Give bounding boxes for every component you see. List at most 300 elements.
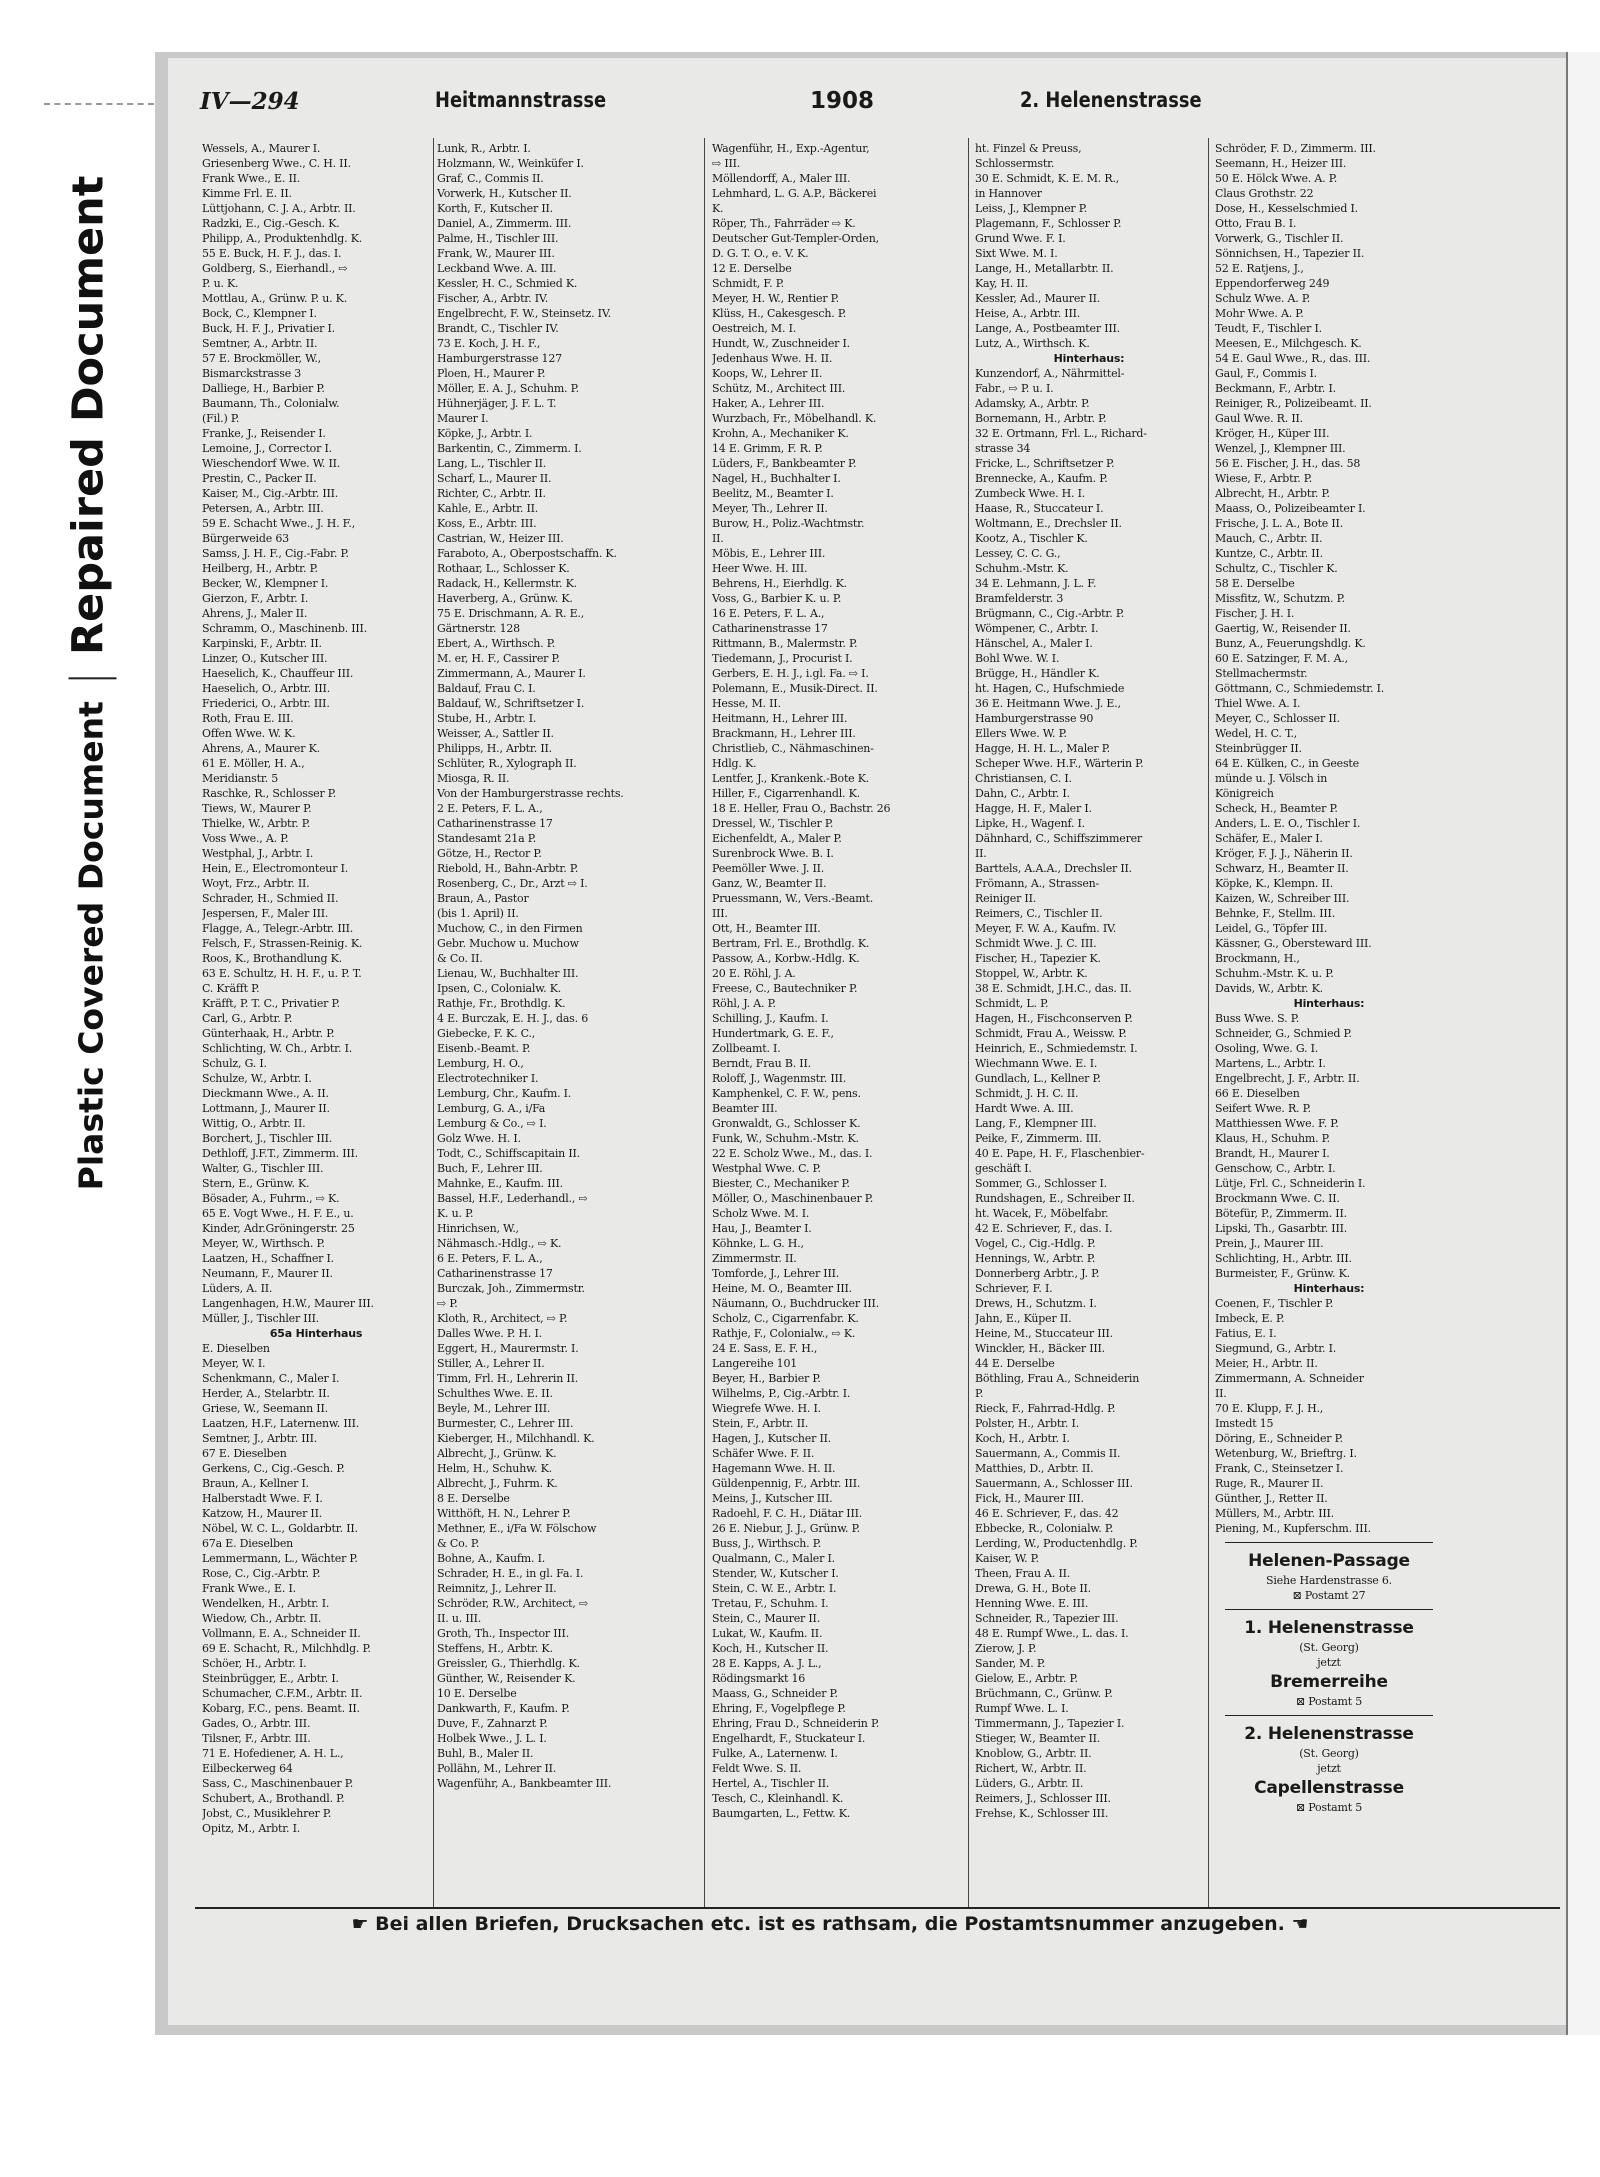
directory-entry: Behrens, H., Eierhdlg. K. [712, 577, 847, 590]
directory-entry: Leidel, G., Töpfer III. [1215, 922, 1328, 935]
directory-entry: Hamburgerstrasse 90 [975, 712, 1094, 725]
directory-entry: Dalliege, H., Barbier P. [202, 382, 325, 395]
directory-entry: Zimmermstr. II. [712, 1252, 797, 1265]
directory-entry: Barttels, A.A.A., Drechsler II. [975, 862, 1132, 875]
directory-entry: Methner, E., i/Fa W. Fölschow [437, 1522, 597, 1535]
directory-entry: Bunz, A., Feuerungshdlg. K. [1215, 637, 1366, 650]
bottom-rule [195, 1907, 1560, 1909]
directory-entry: Barkentin, C., Zimmerm. I. [437, 442, 582, 455]
directory-entry: 12 E. Derselbe [712, 262, 792, 275]
directory-entry: Adamsky, A., Arbtr. P. [975, 397, 1090, 410]
directory-entry: Kräfft, P. T. C., Privatier P. [202, 997, 340, 1010]
directory-entry: Korth, F., Kutscher II. [437, 202, 553, 215]
directory-entry: Kamphenkel, C. F. W., pens. [712, 1087, 861, 1100]
directory-entry: Meyer, W., Wirthsch. P. [202, 1237, 325, 1250]
directory-entry: Bürgerweide 63 [202, 532, 289, 545]
directory-entry: Stellmachermstr. [1215, 667, 1308, 680]
directory-entry: Dieckmann Wwe., A. II. [202, 1087, 329, 1100]
directory-entry: strasse 34 [975, 442, 1031, 455]
directory-entry: Opitz, M., Arbtr. I. [202, 1822, 301, 1835]
directory-entry: Buck, H. F. J., Privatier I. [202, 322, 335, 335]
directory-entry: Lüders, A. II. [202, 1282, 273, 1295]
directory-entry: Baumann, Th., Colonialw. [202, 397, 340, 410]
directory-entry: Griese, W., Seemann II. [202, 1402, 328, 1415]
directory-entry: Brügmann, C., Cig.-Arbtr. P. [975, 607, 1125, 620]
directory-entry: Frömann, A., Strassen- [975, 877, 1100, 890]
directory-entry: Sander, M. P. [975, 1657, 1046, 1670]
note-divider [1225, 1715, 1433, 1716]
directory-entry: 54 E. Gaul Wwe., R., das. III. [1215, 352, 1371, 365]
directory-entry: Reiniger II. [975, 892, 1037, 905]
directory-entry: Schneider, G., Schmied P. [1215, 1027, 1352, 1040]
directory-entry: Passow, A., Korbw.-Hdlg. K. [712, 952, 860, 965]
page-spine [1566, 52, 1600, 2035]
directory-entry: Ploen, H., Maurer P. [437, 367, 546, 380]
directory-entry: Helm, H., Schuhw. K. [437, 1462, 552, 1475]
directory-entry: Braun, A., Pastor [437, 892, 529, 905]
directory-entry: Kaizen, W., Schreiber III. [1215, 892, 1350, 905]
directory-entry: Kröger, H., Küper III. [1215, 427, 1330, 440]
directory-entry: Eggert, H., Maurermstr. I. [437, 1342, 579, 1355]
directory-entry: Lange, A., Postbeamter III. [975, 322, 1120, 335]
directory-entry: Tretau, F., Schuhm. I. [712, 1597, 829, 1610]
directory-entry: Schubert, A., Brothandl. P. [202, 1792, 345, 1805]
directory-entry: Catharinenstrasse 17 [437, 817, 553, 830]
directory-entry: Catharinenstrasse 17 [437, 1267, 553, 1280]
directory-entry: Deutscher Gut-Templer-Orden, [712, 232, 879, 245]
directory-entry: 66 E. Dieselben [1215, 1087, 1300, 1100]
directory-entry: P. u. K. [202, 277, 239, 290]
directory-entry: Stieger, W., Beamter II. [975, 1732, 1101, 1745]
directory-entry: Bösader, A., Fuhrm., ⇨ K. [202, 1192, 340, 1205]
directory-entry: Riebold, H., Bahn-Arbtr. P. [437, 862, 579, 875]
directory-entry: Giebecke, F. K. C., [437, 1027, 536, 1040]
directory-entry: 57 E. Brockmöller, W., [202, 352, 321, 365]
directory-entry: Matthies, D., Arbtr. II. [975, 1462, 1094, 1475]
directory-entry: Surenbrock Wwe. B. I. [712, 847, 834, 860]
directory-entry: Lüders, F., Bankbeamter P. [712, 457, 857, 470]
directory-entry: Albrecht, J., Fuhrm. K. [437, 1477, 558, 1490]
directory-entry: ht. Hagen, C., Hufschmiede [975, 682, 1125, 695]
directory-entry: Berndt, Frau B. II. [712, 1057, 811, 1070]
directory-column-1 [202, 141, 430, 1916]
passage-postamt: ⊠ Postamt 27 [1292, 1589, 1366, 1602]
directory-entry: Brügge, H., Händler K. [975, 667, 1100, 680]
directory-entry: 26 E. Niebur, J. J., Grünw. P. [712, 1522, 860, 1535]
directory-entry: Vollmann, E. A., Schneider II. [202, 1627, 361, 1640]
directory-entry: Mottlau, A., Grünw. P. u. K. [202, 292, 347, 305]
directory-entry: Stube, H., Arbtr. I. [437, 712, 537, 725]
directory-entry: Heine, M., Stuccateur III. [975, 1327, 1113, 1340]
directory-entry: Buch, F., Lehrer III. [437, 1162, 543, 1175]
directory-entry: Burow, H., Poliz.-Wachtmstr. [712, 517, 865, 530]
helenenstrasse-1-title: 1. Helenenstrasse [1244, 1618, 1414, 1638]
directory-entry: Fischer, H., Tapezier K. [975, 952, 1101, 965]
directory-entry: Näumann, O., Buchdrucker III. [712, 1297, 879, 1310]
directory-entry: Davids, W., Arbtr. K. [1215, 982, 1323, 995]
directory-entry: 6 E. Peters, F. L. A., [437, 1252, 543, 1265]
directory-entry: Hein, E., Electromonteur I. [202, 862, 349, 875]
directory-entry: Gaertig, W., Reisender II. [1215, 622, 1351, 635]
directory-entry: Kinder, Adr.Gröningerstr. 25 [202, 1222, 355, 1235]
directory-entry: Albrecht, J., Grünw. K. [437, 1447, 557, 1460]
directory-entry: Lipski, Th., Gasarbtr. III. [1215, 1222, 1348, 1235]
directory-entry: geschäft I. [975, 1162, 1032, 1175]
directory-entry: Schlichting, W. Ch., Arbtr. I. [202, 1042, 353, 1055]
helenenstrasse-2-new-name: Capellenstrasse [1254, 1778, 1404, 1798]
directory-entry: Jespersen, F., Maler III. [202, 907, 329, 920]
directory-entry: Eichenfeldt, A., Maler P. [712, 832, 842, 845]
directory-entry: Krohn, A., Mechaniker K. [712, 427, 849, 440]
directory-entry: Burczak, Joh., Zimmermstr. [437, 1282, 585, 1295]
directory-entry: Semtner, J., Arbtr. III. [202, 1432, 318, 1445]
directory-entry: Fischer, J. H. I. [1215, 607, 1295, 620]
directory-entry: Theen, Frau A. II. [975, 1567, 1071, 1580]
directory-entry: Fulke, A., Laternenw. I. [712, 1747, 838, 1760]
helenenstrasse-1-new-name: Bremerreihe [1270, 1672, 1388, 1692]
directory-entry: Haverberg, A., Grünw. K. [437, 592, 573, 605]
directory-entry: Rumpf Wwe. L. I. [975, 1702, 1069, 1715]
directory-entry: Tilsner, F., Arbtr. III. [202, 1732, 311, 1745]
directory-entry: (Fil.) P. [202, 412, 240, 425]
directory-entry: ht. Wacek, F., Möbelfabr. [975, 1207, 1109, 1220]
directory-entry: Groth, Th., Inspector III. [437, 1627, 569, 1640]
directory-entry: Schäfer, E., Maler I. [1215, 832, 1323, 845]
directory-entry: Müllers, M., Arbtr. III. [1215, 1507, 1334, 1520]
directory-entry: Hänschel, A., Maler I. [975, 637, 1093, 650]
directory-entry: Leiss, J., Klempner P. [975, 202, 1087, 215]
directory-entry: Wurzbach, Fr., Möbelhandl. K. [712, 412, 877, 425]
directory-entry: 38 E. Schmidt, J.H.C., das. II. [975, 982, 1132, 995]
directory-entry: Hertel, A., Tischler II. [712, 1777, 830, 1790]
directory-entry: E. Dieselben [202, 1342, 270, 1355]
directory-entry: Timm, Frl. H., Lehrerin II. [437, 1372, 579, 1385]
directory-entry: Lottmann, J., Maurer II. [202, 1102, 330, 1115]
directory-entry: Ebert, A., Wirthsch. P. [437, 637, 556, 650]
directory-entry: Becker, W., Klempner I. [202, 577, 329, 590]
directory-entry: Teudt, F., Tischler I. [1215, 322, 1322, 335]
directory-entry: Friederici, O., Arbtr. III. [202, 697, 330, 710]
directory-entry: 28 E. Kapps, A. J. L., [712, 1657, 822, 1670]
directory-entry: Schütz, M., Architect III. [712, 382, 846, 395]
helenenstrasse-2-jetzt: jetzt [1317, 1762, 1341, 1775]
directory-entry: Götze, H., Rector P. [437, 847, 542, 860]
directory-entry: Schulze, W., Arbtr. I. [202, 1072, 312, 1085]
directory-entry: K. u. P. [437, 1207, 474, 1220]
directory-entry: Steinbrügger II. [1215, 742, 1302, 755]
side-label [40, 128, 140, 1238]
helenenstrasse-2-postamt: ⊠ Postamt 5 [1295, 1801, 1363, 1814]
directory-entry: Woltmann, E., Drechsler II. [975, 517, 1122, 530]
directory-entry: Katzow, H., Maurer II. [202, 1507, 323, 1520]
directory-entry: Tesch, C., Kleinhandl. K. [712, 1792, 844, 1805]
directory-entry: Nähmasch.-Hdlg., ⇨ K. [437, 1237, 562, 1250]
directory-entry: & Co. II. [437, 952, 483, 965]
directory-entry: Meesen, E., Milchgesch. K. [1215, 337, 1362, 350]
directory-entry: Griesenberg Wwe., C. H. II. [202, 157, 351, 170]
directory-entry: Möllendorff, A., Maler III. [712, 172, 851, 185]
directory-entry: Todt, C., Schiffscapitain II. [437, 1147, 580, 1160]
directory-entry: Seifert Wwe. R. P. [1215, 1102, 1311, 1115]
directory-entry: D. G. T. O., e. V. K. [712, 247, 809, 260]
directory-entry: Zollbeamt. I. [712, 1042, 781, 1055]
directory-entry: Genschow, C., Arbtr. I. [1215, 1162, 1336, 1175]
directory-entry: Winckler, H., Bäcker III. [975, 1342, 1105, 1355]
directory-entry: Heitmann, H., Lehrer III. [712, 712, 848, 725]
directory-entry: Frank, W., Maurer III. [437, 247, 555, 260]
directory-entry: Roloff, J., Wagenmstr. III. [712, 1072, 847, 1085]
directory-entry: Frank Wwe., E. II. [202, 172, 301, 185]
directory-entry: Vorwerk, H., Kutscher II. [437, 187, 572, 200]
directory-entry: Hagen, J., Kutscher II. [712, 1432, 832, 1445]
directory-entry: Kuntze, C., Arbtr. II. [1215, 547, 1323, 560]
directory-entry: Gierzon, F., Arbtr. I. [202, 592, 309, 605]
directory-entry: Woyt, Frz., Arbtr. II. [202, 877, 310, 890]
directory-entry: Richter, C., Arbtr. II. [437, 487, 546, 500]
directory-entry: Baumgarten, L., Fettw. K. [712, 1807, 851, 1820]
directory-entry: Buss Wwe. S. P. [1215, 1012, 1299, 1025]
directory-entry: Schmidt, Frau A., Weissw. P. [975, 1027, 1127, 1040]
directory-entry: 10 E. Derselbe [437, 1687, 517, 1700]
directory-entry: Radzki, E., Cig.-Gesch. K. [202, 217, 340, 230]
directory-entry: Neumann, F., Maurer II. [202, 1267, 333, 1280]
directory-entry: 60 E. Satzinger, F. M. A., [1215, 652, 1348, 665]
directory-entry: Scheck, H., Beamter P. [1215, 802, 1338, 815]
directory-entry: Beelitz, M., Beamter I. [712, 487, 834, 500]
label-separator [69, 677, 117, 679]
directory-entry: Königreich [1215, 787, 1274, 800]
directory-entry: Schlüter, R., Xylograph II. [437, 757, 577, 770]
directory-entry: Kieberger, H., Milchhandl. K. [437, 1432, 595, 1445]
directory-entry: Hiller, F., Cigarrenhandl. K. [712, 787, 860, 800]
directory-entry: Schmidt, L. P. [975, 997, 1049, 1010]
directory-entry: 18 E. Heller, Frau O., Bachstr. 26 [712, 802, 891, 815]
directory-entry: Ellers Wwe. W. P. [975, 727, 1067, 740]
directory-entry: Roth, Frau E. III. [202, 712, 294, 725]
directory-entry: Langenhagen, H.W., Maurer III. [202, 1297, 374, 1310]
directory-entry: Haker, A., Lehrer III. [712, 397, 825, 410]
directory-entry: Polster, H., Arbtr. I. [975, 1417, 1079, 1430]
directory-entry: Meyer, F. W. A., Kaufm. IV. [975, 922, 1117, 935]
directory-entry: Graf, C., Commis II. [437, 172, 544, 185]
directory-entry: Semtner, A., Arbtr. II. [202, 337, 318, 350]
directory-entry: Schultz, C., Tischler K. [1215, 562, 1338, 575]
directory-entry: Anders, L. E. O., Tischler I. [1215, 817, 1361, 830]
directory-entry: Laatzen, H.F., Laternenw. III. [202, 1417, 360, 1430]
directory-entry: Lentfer, J., Krankenk.-Bote K. [712, 772, 870, 785]
directory-entry: Baldauf, W., Schriftsetzer I. [437, 697, 585, 710]
directory-entry: 75 E. Drischmann, A. R. E., [437, 607, 584, 620]
directory-entry: Samss, J. H. F., Cig.-Fabr. P. [202, 547, 349, 560]
directory-entry: Koch, H., Arbtr. I. [975, 1432, 1070, 1445]
directory-entry: Halberstadt Wwe. F. I. [202, 1492, 323, 1505]
directory-entry: Tiews, W., Maurer P. [202, 802, 312, 815]
directory-entry: Schneider, R., Tapezier III. [975, 1612, 1119, 1625]
directory-entry: Catharinenstrasse 17 [712, 622, 828, 635]
directory-entry: Scharf, L., Maurer II. [437, 472, 552, 485]
directory-entry: Steinbrügger, E., Arbtr. I. [202, 1672, 339, 1685]
directory-entry: 67 E. Dieselben [202, 1447, 287, 1460]
directory-entry: Kahle, E., Arbtr. II. [437, 502, 539, 515]
directory-entry: Hdlg. K. [712, 757, 757, 770]
directory-entry: Gades, O., Arbtr. III. [202, 1717, 311, 1730]
directory-entry: Hagen, H., Fischconserven P. [975, 1012, 1133, 1025]
directory-entry: Offen Wwe. W. K. [202, 727, 296, 740]
directory-entry: Voss, G., Barbier K. u. P. [712, 592, 842, 605]
directory-entry: Claus Grothstr. 22 [1215, 187, 1314, 200]
directory-entry: Funk, W., Schuhm.-Mstr. K. [712, 1132, 859, 1145]
directory-entry: Lütje, Frl. C., Schneiderin I. [1215, 1177, 1366, 1190]
directory-entry: Göttmann, C., Schmiedemstr. I. [1215, 682, 1385, 695]
directory-entry: Zimmermann, A., Maurer I. [437, 667, 586, 680]
directory-entry: Hennings, W., Arbtr. P. [975, 1252, 1096, 1265]
directory-entry: Heinrich, E., Schmiedemstr. I. [975, 1042, 1138, 1055]
directory-entry: Oestreich, M. I. [712, 322, 797, 335]
directory-entry: Bismarckstrasse 3 [202, 367, 302, 380]
directory-entry: Stoppel, W., Arbtr. K. [975, 967, 1088, 980]
directory-entry: Henning Wwe. E. III. [975, 1597, 1089, 1610]
directory-entry: Duve, F., Zahnarzt P. [437, 1717, 548, 1730]
directory-entry: Pruessmann, W., Vers.-Beamt. [712, 892, 874, 905]
directory-entry: Lemmermann, L., Wächter P. [202, 1552, 358, 1565]
directory-entry: 67a E. Dieselben [202, 1537, 294, 1550]
directory-entry: Kessler, H. C., Schmied K. [437, 277, 578, 290]
directory-entry: Herder, A., Stelarbtr. II. [202, 1387, 330, 1400]
directory-entry: Wiese, F., Arbtr. P. [1215, 472, 1313, 485]
directory-entry: Sass, C., Maschinenbauer P. [202, 1777, 354, 1790]
directory-entry: Schuhm.-Mstr. K. [975, 562, 1069, 575]
directory-entry: Hagge, H. H. L., Maler P. [975, 742, 1110, 755]
directory-entry: Fricke, L., Schriftsetzer P. [975, 457, 1115, 470]
directory-entry: Lutz, A., Wirthsch. K. [975, 337, 1090, 350]
directory-entry: Wieschendorf Wwe. W. II. [202, 457, 341, 470]
directory-entry: Schilling, J., Kaufm. I. [712, 1012, 829, 1025]
directory-entry: Mohr Wwe. A. P. [1215, 307, 1304, 320]
directory-entry: Walter, G., Tischler III. [202, 1162, 324, 1175]
directory-entry: II. [975, 847, 987, 860]
directory-entry: Wenzel, J., Klempner III. [1215, 442, 1346, 455]
header-year: 1908 [810, 88, 875, 114]
passage-reference: Siehe Hardenstrasse 6. [1266, 1574, 1392, 1587]
directory-entry: Zumbeck Wwe. H. I. [975, 487, 1086, 500]
directory-entry: Dähnhard, C., Schiffszimmerer [975, 832, 1142, 845]
directory-entry: Stein, C., Maurer II. [712, 1612, 820, 1625]
directory-entry: Christiansen, C. I. [975, 772, 1072, 785]
directory-entry: Imbeck, E. P. [1215, 1312, 1285, 1325]
directory-entry: Schlossermstr. [975, 157, 1055, 170]
directory-entry: Bock, C., Klempner I. [202, 307, 317, 320]
directory-entry: Flagge, A., Telegr.-Arbtr. III. [202, 922, 354, 935]
directory-entry: Gundlach, L., Kellner P. [975, 1072, 1101, 1085]
directory-entry: Bassel, H.F., Lederhandl., ⇨ [437, 1192, 588, 1205]
directory-entry: Kootz, A., Tischler K. [975, 532, 1088, 545]
directory-entry: Pollähn, M., Lehrer II. [437, 1762, 557, 1775]
directory-entry: Kobarg, F.C., pens. Beamt. II. [202, 1702, 360, 1715]
directory-entry: Meridianstr. 5 [202, 772, 279, 785]
directory-entry: Schäfer Wwe. F. II. [712, 1447, 815, 1460]
directory-entry: Greissler, G., Thierhdlg. K. [437, 1657, 580, 1670]
directory-entry: P. [975, 1387, 984, 1400]
directory-entry: Martens, L., Arbtr. I. [1215, 1057, 1326, 1070]
directory-entry: Scholz Wwe. M. I. [712, 1207, 810, 1220]
directory-entry: Rosenberg, C., Dr., Arzt ⇨ I. [437, 877, 588, 890]
directory-entry: Ehring, Frau D., Schneiderin P. [712, 1717, 880, 1730]
dashed-line [44, 103, 154, 105]
directory-entry: Dalles Wwe. P. H. I. [437, 1327, 542, 1340]
directory-entry: Ebbecke, R., Colonialw. P. [975, 1522, 1114, 1535]
directory-entry: Drews, H., Schutzm. I. [975, 1297, 1097, 1310]
directory-entry: ht. Finzel & Preuss, [975, 142, 1082, 155]
directory-entry: Wendelken, H., Arbtr. I. [202, 1597, 330, 1610]
directory-entry: Maass, G., Schneider P. [712, 1687, 838, 1700]
directory-entry: Kröger, F. J. J., Näherin II. [1215, 847, 1353, 860]
directory-entry: Timmermann, J., Tapezier I. [975, 1717, 1125, 1730]
directory-entry: Hardt Wwe. A. III. [975, 1102, 1074, 1115]
directory-entry: M. er, H. F., Cassirer P. [437, 652, 560, 665]
directory-entry: Engelhardt, F., Stuckateur I. [712, 1732, 866, 1745]
directory-entry: III. [712, 907, 728, 920]
directory-entry: 32 E. Ortmann, Frl. L., Richard- [975, 427, 1147, 440]
directory-entry: Heilberg, H., Arbtr. P. [202, 562, 318, 575]
directory-entry: Electrotechniker I. [437, 1072, 539, 1085]
directory-entry: Steffens, H., Arbtr. K. [437, 1642, 553, 1655]
directory-entry: Weisser, A., Sattler II. [437, 727, 554, 740]
directory-entry: Braun, A., Kellner I. [202, 1477, 309, 1490]
directory-entry: Günterhaak, H., Arbtr. P. [202, 1027, 335, 1040]
directory-entry: 55 E. Buck, H. F. J., das. I. [202, 247, 342, 260]
directory-entry: Brandt, C., Tischler IV. [437, 322, 559, 335]
directory-entry: Kässner, G., Obersteward III. [1215, 937, 1372, 950]
directory-entry: Kessler, Ad., Maurer II. [975, 292, 1101, 305]
directory-entry: Hinterhaus: [1293, 997, 1365, 1010]
directory-entry: Ahrens, A., Maurer K. [202, 742, 320, 755]
directory-entry: 59 E. Schacht Wwe., J. H. F., [202, 517, 355, 530]
directory-entry: Beyle, M., Lehrer III. [437, 1402, 551, 1415]
directory-entry: Eppendorferweg 249 [1215, 277, 1330, 290]
directory-entry: Hinterhaus: [1053, 352, 1125, 365]
directory-entry: Fabr., ⇨ P. u. I. [975, 382, 1054, 395]
directory-entry: Stein, C. W. E., Arbtr. I. [712, 1582, 837, 1595]
directory-entry: Wiechmann Wwe. E. I. [975, 1057, 1098, 1070]
directory-entry: Ahrens, J., Maler II. [202, 607, 308, 620]
directory-entry: Lang, L., Tischler II. [437, 457, 547, 470]
directory-entry: Schulthes Wwe. E. II. [437, 1387, 553, 1400]
directory-entry: Westphal Wwe. C. P. [712, 1162, 821, 1175]
directory-entry: Thiel Wwe. A. I. [1215, 697, 1301, 710]
directory-entry: 50 E. Hölck Wwe. A. P. [1215, 172, 1338, 185]
directory-entry: Fick, H., Maurer III. [975, 1492, 1084, 1505]
directory-entry: II. [1215, 1387, 1227, 1400]
directory-entry: 22 E. Scholz Wwe., M., das. I. [712, 1147, 873, 1160]
directory-entry: Haeselich, K., Chauffeur III. [202, 667, 354, 680]
directory-entry: Peemöller Wwe. J. II. [712, 862, 825, 875]
directory-entry: & Co. P. [437, 1537, 480, 1550]
directory-entry: 30 E. Schmidt, K. E. M. R., [975, 172, 1120, 185]
directory-entry: Günther, J., Retter II. [1215, 1492, 1328, 1505]
directory-entry: Radack, H., Kellermstr. K. [437, 577, 577, 590]
directory-entry: Brackmann, H., Lehrer III. [712, 727, 856, 740]
directory-entry: Biester, C., Mechaniker P. [712, 1177, 850, 1190]
directory-entry: Holbek Wwe., J. L. I. [437, 1732, 547, 1745]
directory-entry: Kimme Frl. E. II. [202, 187, 292, 200]
directory-entry: Meyer, Th., Lehrer II. [712, 502, 828, 515]
directory-entry: Osoling, Wwe. G. I. [1215, 1042, 1319, 1055]
directory-entry: Ipsen, C., Colonialw. K. [437, 982, 562, 995]
directory-entry: Hamburgerstrasse 127 [437, 352, 562, 365]
directory-entry: Wilhelms, P., Cig.-Arbtr. I. [712, 1387, 851, 1400]
directory-entry: Matthiessen Wwe. F. P. [1215, 1117, 1339, 1130]
directory-entry: Heine, M. O., Beamter III. [712, 1282, 852, 1295]
